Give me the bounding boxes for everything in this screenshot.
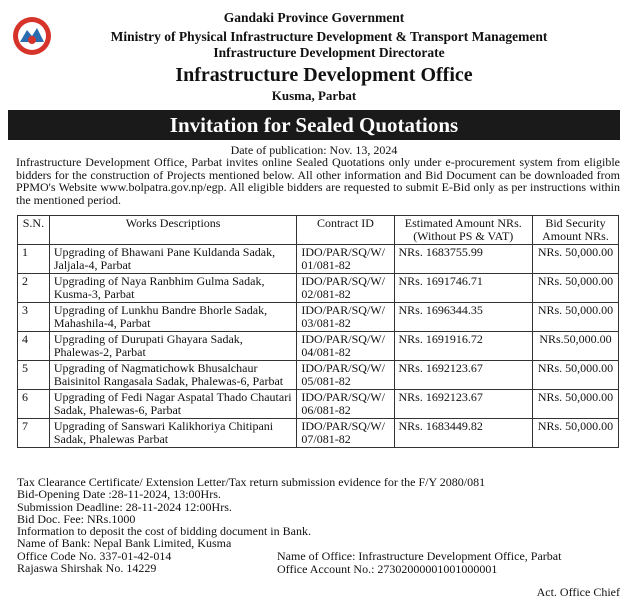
row-amount: NRs. 1692123.67 bbox=[394, 390, 532, 419]
row-work: Upgrading of Naya Ranbhim Gulma Sadak, Kusma-3, Parbat bbox=[49, 274, 297, 303]
row-amount: NRs. 1692123.67 bbox=[394, 361, 532, 390]
office-location: Kusma, Parbat bbox=[271, 88, 357, 103]
row-bid-security: NRs. 50,000.00 bbox=[532, 303, 618, 332]
office-account-number: Office Account No.: 27302000001001000001 bbox=[277, 562, 498, 576]
intro-paragraph: Infrastructure Development Office, Parbat invites online Sealed Quotations only under e-procurement system from eligible bidders for the construction of Projects mentioned below. All other information and Bid Document can be downloaded from PPMO's Website www.bolpatra.gov.np/egp. All eligible bidders are requested to submit E-Bid only as per instructions within the mentioned period. bbox=[16, 155, 620, 207]
row-work: Upgrading of Bhawani Pane Kuldanda Sadak, Jaljala-4, Parbat bbox=[49, 245, 297, 274]
row-contract-id: IDO/PAR/SQ/W/ 04/081-82 bbox=[297, 332, 394, 361]
table-row bbox=[18, 361, 619, 390]
row-sn: 5 bbox=[18, 361, 50, 390]
row-work: Upgrading of Sanswari Kalikhoriya Chitipani Sadak, Phalewas Parbat bbox=[49, 419, 297, 448]
bid-doc-fee: Bid Doc. Fee: NRs.1000 bbox=[17, 511, 136, 526]
row-sn: 7 bbox=[18, 419, 50, 448]
works-table bbox=[17, 215, 619, 448]
publication-date: Date of publication: Nov. 13, 2024 bbox=[230, 143, 398, 157]
table-row bbox=[18, 390, 619, 419]
row-bid-security: NRs.50,000.00 bbox=[532, 332, 618, 361]
row-amount: NRs. 1696344.35 bbox=[394, 303, 532, 332]
bid-opening-date: Bid-Opening Date :28-11-2024, 13:00Hrs. bbox=[17, 487, 221, 502]
notice-banner: Invitation for Sealed Quotations bbox=[8, 110, 620, 140]
bank-name: Name of Bank: Nepal Bank Limited, Kusma bbox=[17, 536, 232, 551]
table-row bbox=[18, 303, 619, 332]
office-name: Name of Office: Infrastructure Development Office, Parbat bbox=[277, 549, 562, 563]
directorate-heading: Infrastructure Development Directorate bbox=[213, 45, 445, 60]
table-row bbox=[18, 245, 619, 274]
office-code: Office Code No. 337-01-42-014 bbox=[17, 548, 172, 563]
rajaswa-shirshak: Rajaswa Shirshak No. 14229 bbox=[17, 561, 157, 576]
row-contract-id: IDO/PAR/SQ/W/ 05/081-82 bbox=[297, 361, 394, 390]
header-estimated-amount: Estimated Amount NRs. (Without PS & VAT) bbox=[394, 216, 532, 245]
table-row bbox=[18, 274, 619, 303]
header-sn: S.N. bbox=[18, 216, 50, 245]
table-header-row bbox=[18, 216, 619, 245]
table-row bbox=[18, 332, 619, 361]
office-account-block bbox=[277, 550, 561, 576]
row-sn: 6 bbox=[18, 390, 50, 419]
table-row bbox=[18, 419, 619, 448]
row-work: Upgrading of Nagmatichowk Bhusalchaur Baisinitol Rangasala Sadak, Phalewas-6, Parbat bbox=[49, 361, 297, 390]
row-sn: 3 bbox=[18, 303, 50, 332]
row-bid-security: NRs. 50,000.00 bbox=[532, 274, 618, 303]
row-amount: NRs. 1683449.82 bbox=[394, 419, 532, 448]
header-contract-id: Contract ID bbox=[297, 216, 394, 245]
submission-deadline: Submission Deadline: 28-11-2024 12:00Hrs. bbox=[17, 499, 232, 514]
header-works: Works Descriptions bbox=[49, 216, 297, 245]
row-amount: NRs. 1691916.72 bbox=[394, 332, 532, 361]
signature-title: Act. Office Chief bbox=[536, 585, 620, 599]
row-bid-security: NRs. 50,000.00 bbox=[532, 245, 618, 274]
row-sn: 4 bbox=[18, 332, 50, 361]
row-contract-id: IDO/PAR/SQ/W/ 07/081-82 bbox=[297, 419, 394, 448]
row-bid-security: NRs. 50,000.00 bbox=[532, 390, 618, 419]
header-bid-security: Bid Security Amount NRs. bbox=[532, 216, 618, 245]
row-contract-id: IDO/PAR/SQ/W/ 01/081-82 bbox=[297, 245, 394, 274]
row-amount: NRs. 1683755.99 bbox=[394, 245, 532, 274]
row-sn: 1 bbox=[18, 245, 50, 274]
row-contract-id: IDO/PAR/SQ/W/ 06/081-82 bbox=[297, 390, 394, 419]
tax-clearance-note: Tax Clearance Certificate/ Extension Letter/Tax return submission evidence for the F/Y 2080/081 bbox=[17, 475, 486, 489]
row-work: Upgrading of Durupati Ghayara Sadak, Phalewas-2, Parbat bbox=[49, 332, 297, 361]
row-work: Upgrading of Fedi Nagar Aspatal Thado Chautari Sadak, Phalewas-6, Parbat bbox=[49, 390, 297, 419]
row-amount: NRs. 1691746.71 bbox=[394, 274, 532, 303]
row-contract-id: IDO/PAR/SQ/W/ 03/081-82 bbox=[297, 303, 394, 332]
ministry-heading: Ministry of Physical Infrastructure Development & Transport Management bbox=[110, 29, 548, 44]
row-work: Upgrading of Lunkhu Bandre Bhorle Sadak, Mahashila-4, Parbat bbox=[49, 303, 297, 332]
row-bid-security: NRs. 50,000.00 bbox=[532, 419, 618, 448]
row-sn: 2 bbox=[18, 274, 50, 303]
row-bid-security: NRs. 50,000.00 bbox=[532, 361, 618, 390]
row-contract-id: IDO/PAR/SQ/W/ 02/081-82 bbox=[297, 274, 394, 303]
province-government-heading: Gandaki Province Government bbox=[223, 10, 405, 25]
office-title: Infrastructure Development Office bbox=[175, 64, 473, 86]
bank-deposit-info: Information to deposit the cost of bidding document in Bank. bbox=[17, 524, 311, 539]
